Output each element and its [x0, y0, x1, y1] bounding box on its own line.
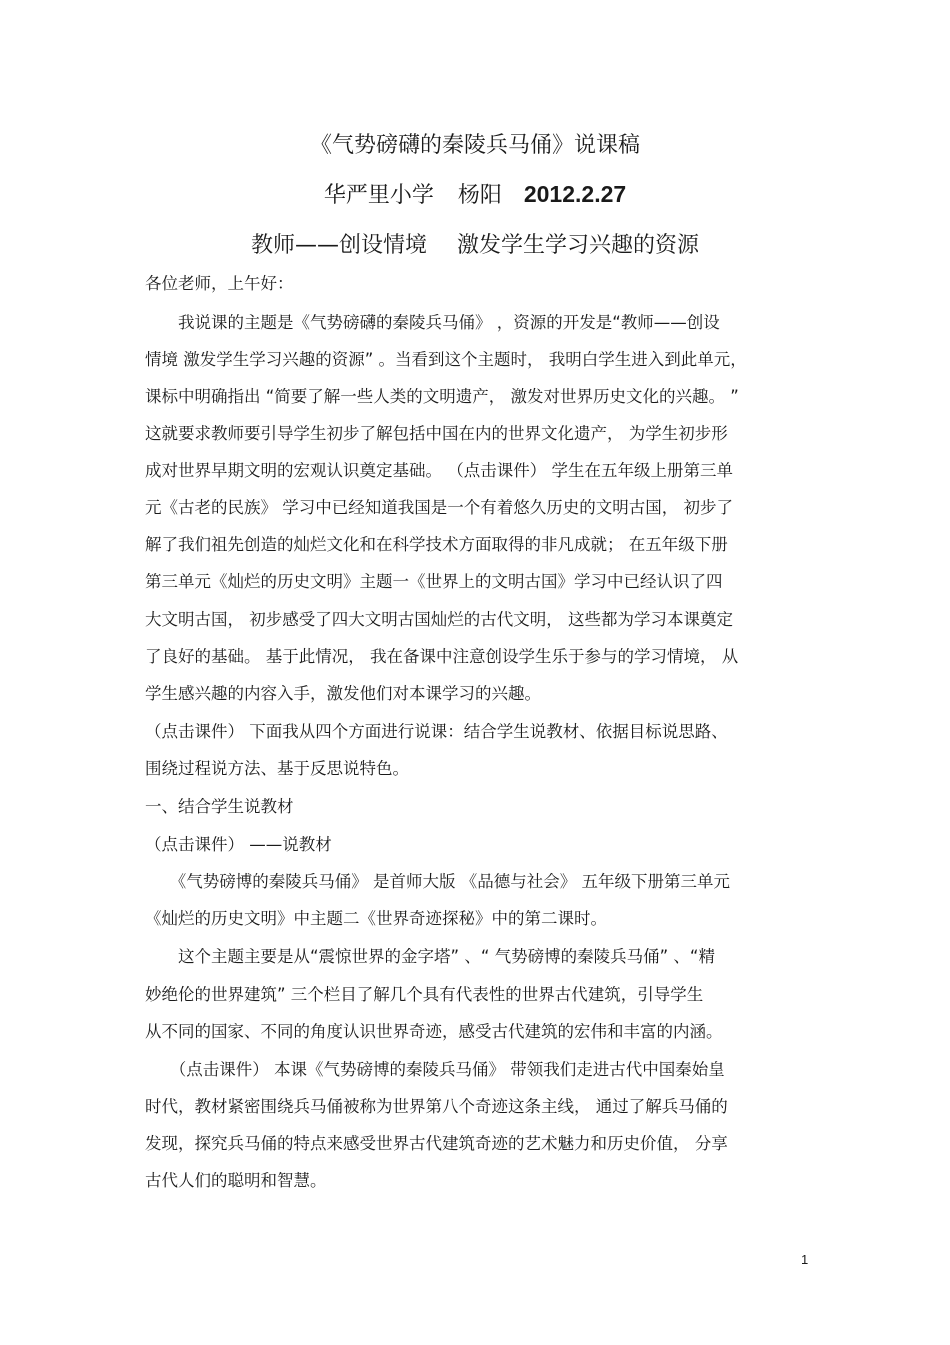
- text-line: 第三单元《灿烂的历史文明》主题一《世界上的文明古国》学习中已经认识了四: [145, 572, 723, 591]
- text-line: 《气势磅博的秦陵兵马俑》 是首师大版 《品德与社会》 五年级下册第三单元: [145, 872, 730, 891]
- subtitle-right: 激发学生学习兴趣的资源: [457, 233, 700, 258]
- text-line: 情境 激发学生学习兴趣的资源” 。当看到这个主题时， 我明白学生进入到此单元，: [145, 350, 747, 369]
- text-line: 我说课的主题是《气势磅礴的秦陵兵马俑》 ，资源的开发是“教师——创设: [145, 313, 720, 332]
- text-line: （点击课件） 下面我从四个方面进行说课：结合学生说教材、依据目标说思路、: [145, 722, 728, 741]
- text-line: 古代人们的聪明和智慧。: [145, 1171, 327, 1190]
- subtitle-left: 教师——创设情境: [250, 233, 427, 258]
- text-line: 时代，教材紧密围绕兵马俑被称为世界第八个奇迹这条主线， 通过了解兵马俑的: [145, 1097, 728, 1116]
- document-subtitle: [0, 228, 950, 259]
- author-line: [0, 178, 950, 209]
- text-line: 成对世界早期文明的宏观认识奠定基础。 （点击课件） 学生在五年级上册第三单: [145, 461, 733, 480]
- text-line: 学生感兴趣的内容入手，激发他们对本课学习的兴趣。: [145, 684, 541, 703]
- text-line: 围绕过程说方法、基于反思说特色。: [145, 759, 409, 778]
- text-line: （点击课件） ——说教材: [145, 835, 332, 854]
- text-line: 各位老师，上午好：: [145, 274, 294, 293]
- text-line: 这个主题主要是从“震惊世界的金字塔” 、“ 气势磅博的秦陵兵马俑” 、“精: [145, 947, 715, 966]
- text-line: 元《古老的民族》 学习中已经知道我国是一个有着悠久历史的文明古国， 初步了: [145, 498, 733, 517]
- text-line: 大文明古国， 初步感受了四大文明古国灿烂的古代文明， 这些都为学习本课奠定: [145, 610, 733, 629]
- document-date: 2012.2.27: [523, 181, 627, 207]
- text-line: 了良好的基础。 基于此情况， 我在备课中注意创设学生乐于参与的学习情境， 从: [145, 647, 739, 666]
- section-heading: 一、结合学生说教材: [145, 797, 294, 816]
- page-number: 1: [801, 1252, 809, 1267]
- text-line: 妙绝伦的世界建筑” 三个栏目了解几个具有代表性的世界古代建筑，引导学生: [145, 985, 704, 1004]
- text-line: 从不同的国家、不同的角度认识世界奇迹，感受古代建筑的宏伟和丰富的内涵。: [145, 1022, 723, 1041]
- text-line: 这就要求教师要引导学生初步了解包括中国在内的世界文化遗产， 为学生初步形: [145, 424, 728, 443]
- author-school: 华严里小学: [323, 183, 434, 208]
- author-name: 杨阳: [457, 183, 502, 208]
- text-line: （点击课件） 本课《气势磅博的秦陵兵马俑》 带领我们走进古代中国秦始皇: [145, 1060, 725, 1079]
- text-line: 解了我们祖先创造的灿烂文化和在科学技术方面取得的非凡成就； 在五年级下册: [145, 535, 728, 554]
- text-line: 《灿烂的历史文明》中主题二《世界奇迹探秘》中的第二课时。: [145, 909, 607, 928]
- document-title: 《气势磅礴的秦陵兵马俑》说课稿: [309, 133, 640, 158]
- text-line: 发现，探究兵马俑的特点来感受世界古代建筑奇迹的艺术魅力和历史价值， 分享: [145, 1134, 728, 1153]
- text-line: 课标中明确指出 “简要了解一些人类的文明遗产， 激发对世界历史文化的兴趣。 ”: [145, 387, 739, 406]
